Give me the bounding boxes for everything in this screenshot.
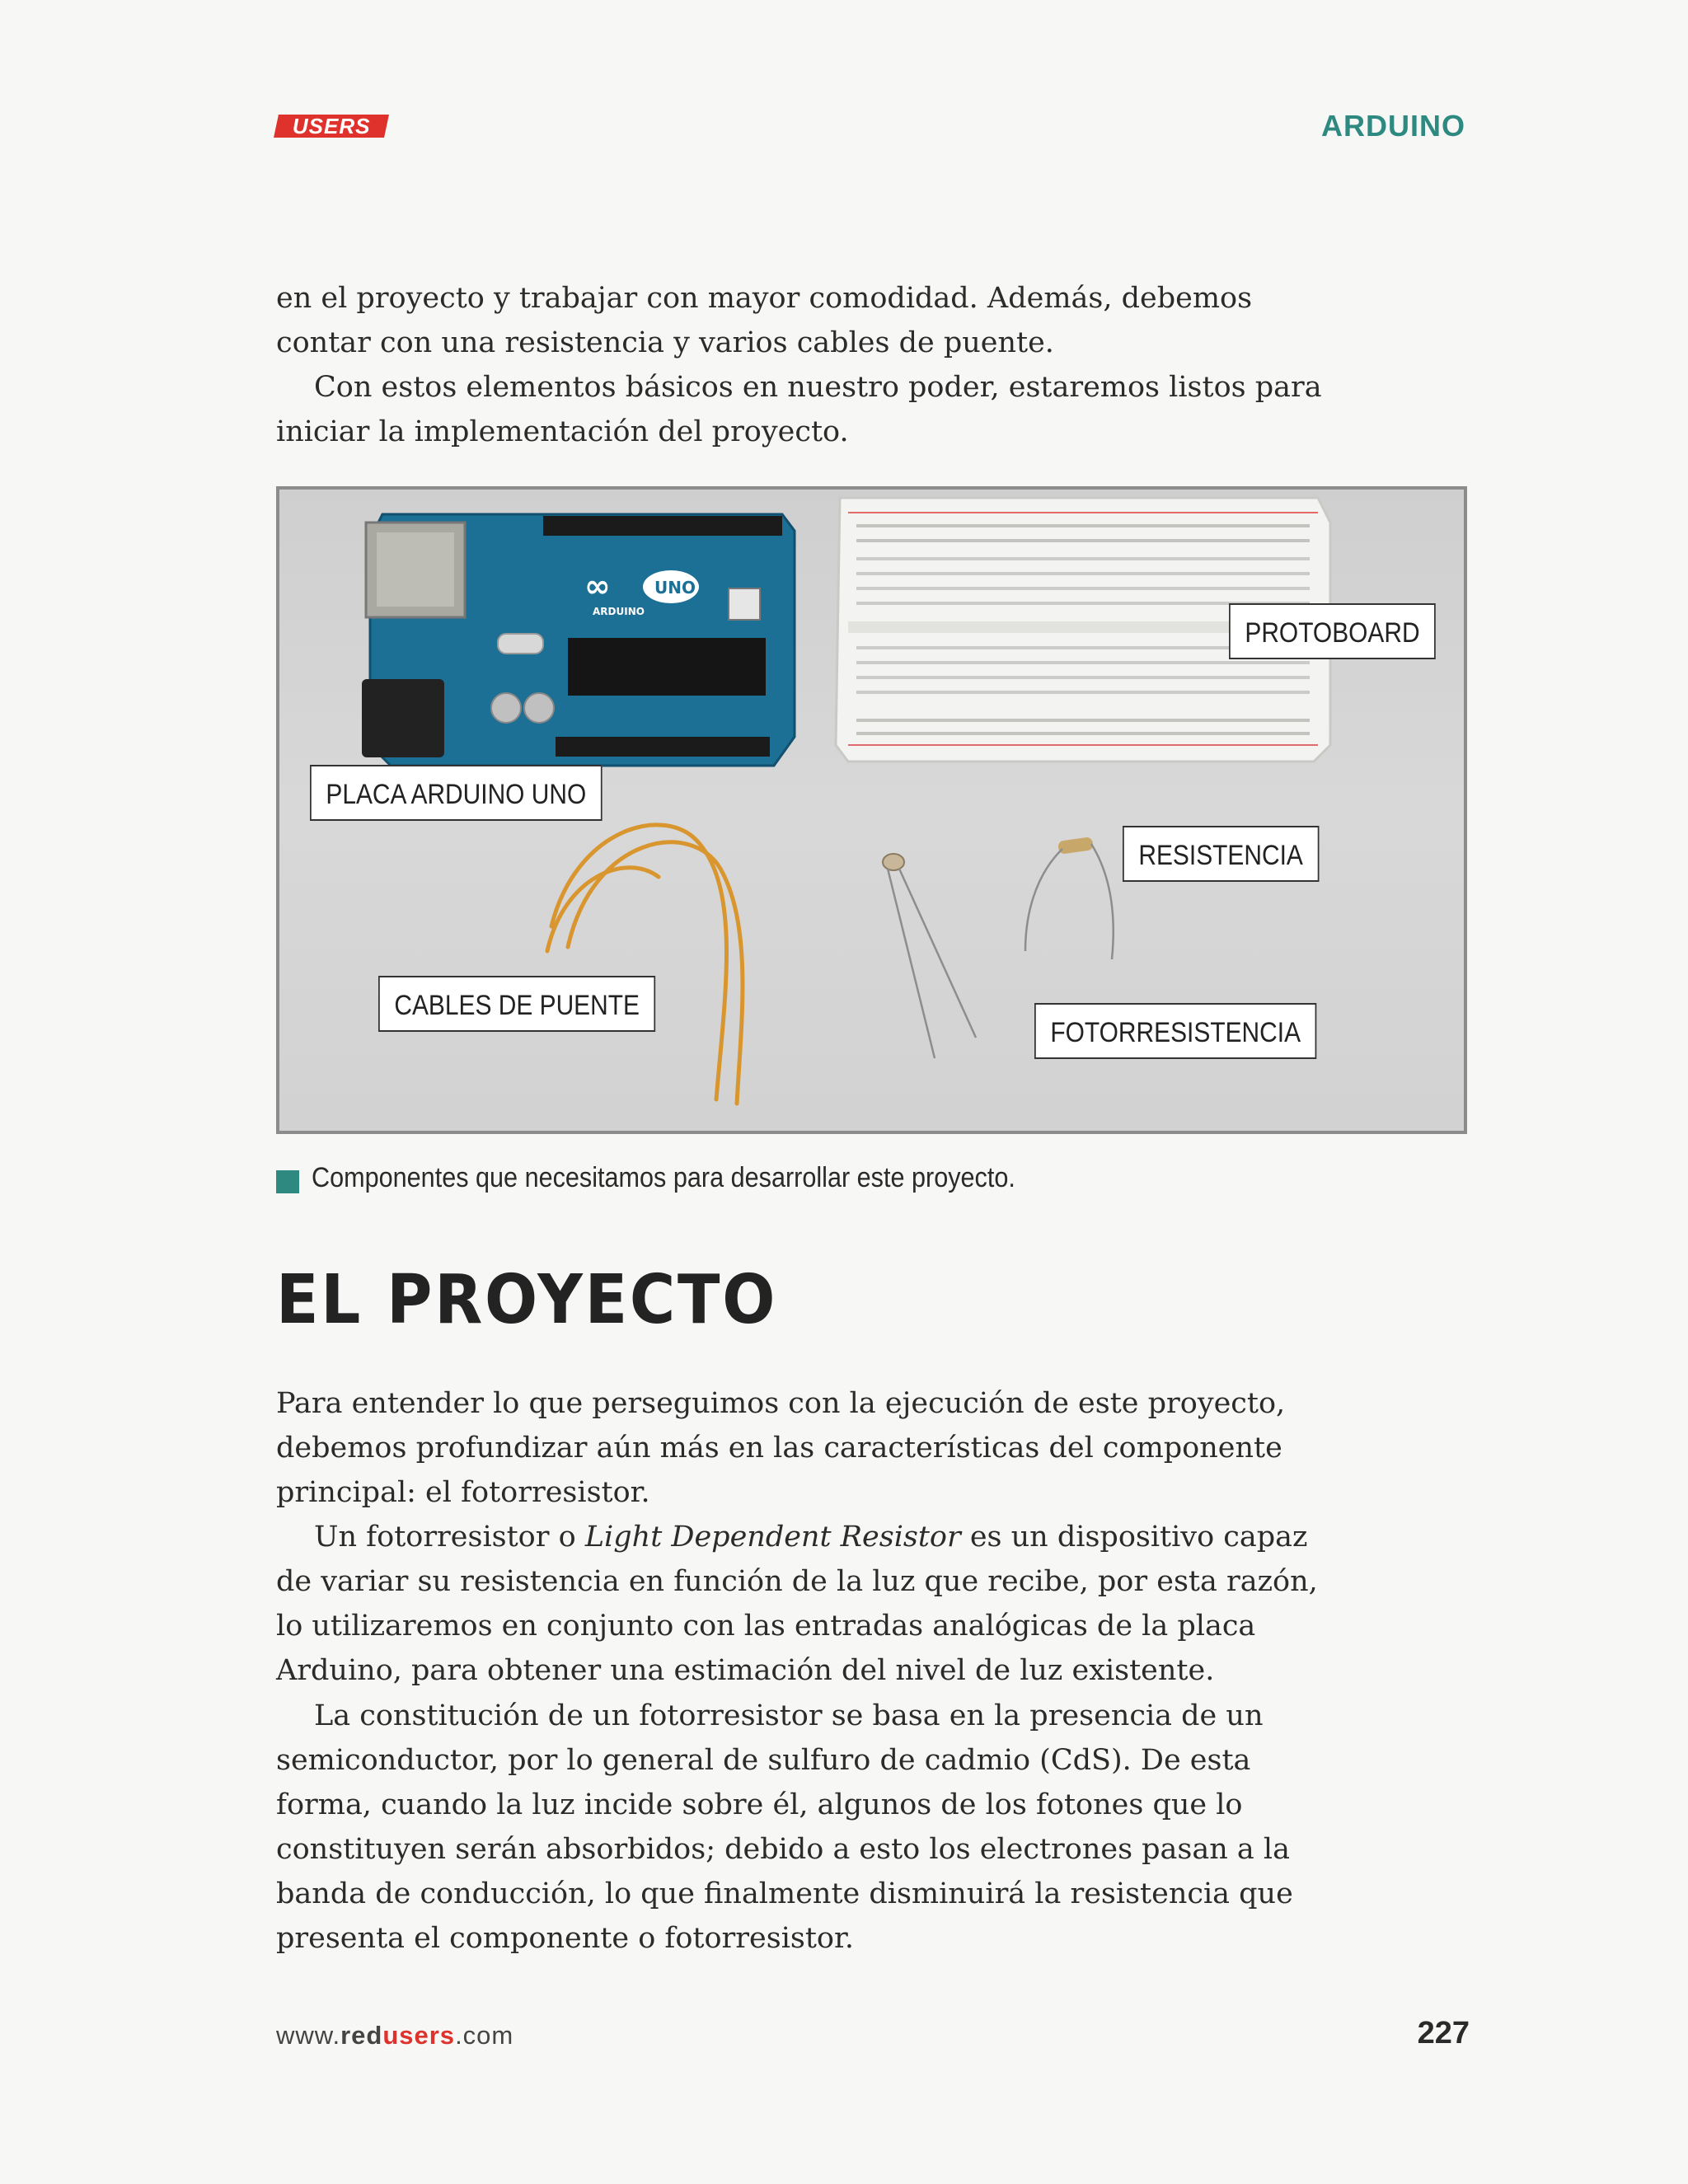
photoresistor-illustration [883,854,976,1058]
label-protoboard: PROTOBOARD [1229,603,1436,659]
components-figure [276,486,1467,1134]
jumper-cables-illustration [547,825,743,1104]
label-jumper-cables: CABLES DE PUENTE [378,976,655,1032]
resistor-illustration [1025,837,1114,959]
intro-paragraph-1: en el proyecto y trabajar con mayor comodidad. Además, debemos contar con una resistencia y varios cables de puente. [276,282,1253,359]
label-photoresistor: FOTORRESISTENCIA [1034,1003,1316,1059]
footer-url-red: red [340,2021,383,2050]
users-logo [274,115,389,138]
running-head: ARDUINO [1321,109,1465,143]
board-model-text: UNO [654,578,696,598]
section-paragraph-2-italic: Light Dependent Resistor [584,1521,961,1554]
users-logo-text: USERS [292,113,371,138]
label-arduino-uno: PLACA ARDUINO UNO [310,765,603,821]
arduino-board-illustration [362,514,795,766]
section-paragraph-2-start: Un fotorresistor o [314,1521,585,1554]
section-paragraph-3: La constitución de un fotorresistor se basa en la presencia de un semiconductor, por lo general de sulfuro de cadmio (CdS). De esta forma, cuando la luz incide sobre él, algunos de los fotones que lo constituyen serán absorbidos; debido a esto los electrones pasan a la banda de conducción, lo que finalmente disminuirá la resistencia que presenta el componente o fotorresistor. [276,1699,1293,1955]
section-title: EL PROYECTO [276,1261,778,1339]
figure-caption: Componentes que necesitamos para desarrollar este proyecto. [312,1162,1015,1193]
intro-paragraph-2: Con estos elementos básicos en nuestro poder, estaremos listos para iniciar la implementación del proyecto. [276,371,1322,448]
section-paragraph-2-end: es un dispositivo capaz de variar su resistencia en función de la luz que recibe, por esta razón, lo utilizaremos en conjunto con las entradas analógicas de la placa Arduino, para obtener una estimación del nivel de luz existente. [276,1521,1318,1687]
footer-url-users: users [382,2021,456,2050]
footer-url-prefix: www. [276,2021,341,2050]
label-resistor: RESISTENCIA [1123,826,1319,882]
section-paragraph-1: Para entender lo que perseguimos con la ejecución de este proyecto, debemos profundizar aún más en las características del componente principal: el fotorresistor. [276,1387,1286,1509]
footer-url-suffix: .com [455,2021,514,2050]
svg-text:∞: ∞ [584,568,611,604]
caption-marker [276,1170,299,1193]
page-number: 227 [1417,2016,1470,2050]
footer-url[interactable] [276,2021,513,2050]
board-brand-text: ARDUINO [593,606,645,617]
section-paragraph-2 [276,1515,1348,1693]
